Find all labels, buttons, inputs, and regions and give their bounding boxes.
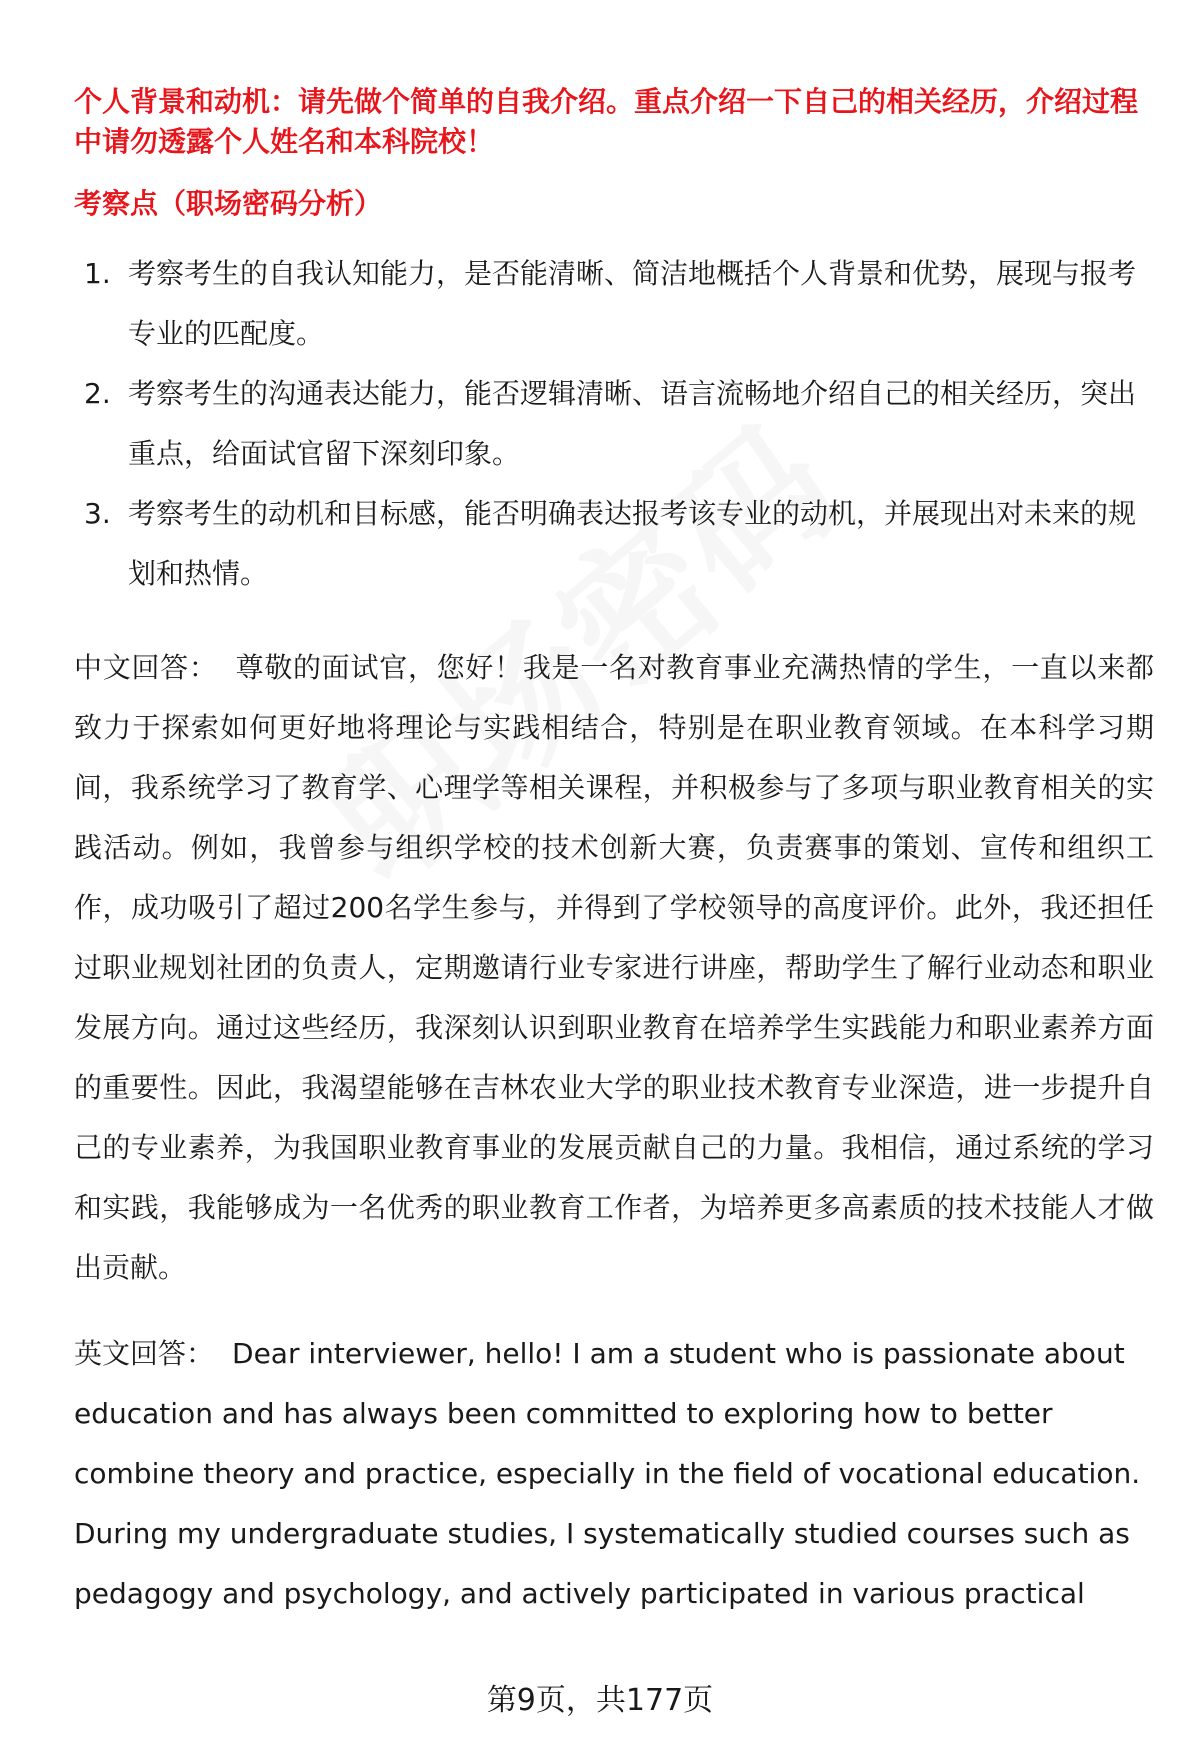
english-answer — [74, 1324, 1154, 1624]
assessment-points-list — [74, 244, 1154, 604]
list-item-number: 1. — [84, 257, 111, 290]
chinese-answer — [74, 638, 1154, 1298]
english-answer-label: 英文回答： — [74, 1337, 215, 1370]
page-content — [74, 82, 1154, 1624]
list-item — [74, 244, 1154, 364]
section-title: 考察点（职场密码分析） — [74, 187, 383, 220]
page-number-footer: 第9页，共177页 — [486, 1683, 714, 1718]
english-answer-text: Dear interviewer, hello! I am a student who is passionate about education and has always been committed to exploring how to better combine theory and practice, especially in the field of vocational education. During my undergraduate studies, I systematically studied courses such as pedagogy and psychology, and actively participated in various practical — [74, 1337, 1141, 1610]
list-item — [74, 484, 1154, 604]
list-item — [74, 364, 1154, 484]
chinese-answer-text: 尊敬的面试官，您好！我是一名对教育事业充满热情的学生，一直以来都致力于探索如何更好地将理论与实践相结合，特别是在职业教育领域。在本科学习期间，我系统学习了教育学、心理学等相关课程，并积极参与了多项与职业教育相关的实践活动。例如，我曾参与组织学校的技术创新大赛，负责赛事的策划、宣传和组织工作，成功吸引了超过200名学生参与，并得到了学校领导的高度评价。此外，我还担任过职业规划社团的负责人，定期邀请行业专家进行讲座，帮助学生了解行业动态和职业发展方向。通过这些经历，我深刻认识到职业教育在培养学生实践能力和职业素养方面的重要性。因此，我渴望能够在吉林农业大学的职业技术教育专业深造，进一步提升自己的专业素养，为我国职业教育事业的发展贡献自己的力量。我相信，通过系统的学习和实践，我能够成为一名优秀的职业教育工作者，为培养更多高素质的技术技能人才做出贡献。 — [74, 651, 1154, 1284]
list-item-text: 考察考生的自我认知能力，是否能清晰、简洁地概括个人背景和优势，展现与报考专业的匹配度。 — [128, 257, 1137, 350]
list-item-text: 考察考生的沟通表达能力，能否逻辑清晰、语言流畅地介绍自己的相关经历，突出重点，给面试官留下深刻印象。 — [128, 377, 1137, 470]
list-item-number: 3. — [84, 497, 111, 530]
list-item-text: 考察考生的动机和目标感，能否明确表达报考该专业的动机，并展现出对未来的规划和热情。 — [128, 497, 1137, 590]
chinese-answer-label: 中文回答： — [74, 651, 218, 684]
question-heading: 个人背景和动机：请先做个简单的自我介绍。重点介绍一下自己的相关经历，介绍过程中请勿透露个人姓名和本科院校！ — [74, 85, 1139, 158]
list-item-number: 2. — [84, 377, 111, 410]
